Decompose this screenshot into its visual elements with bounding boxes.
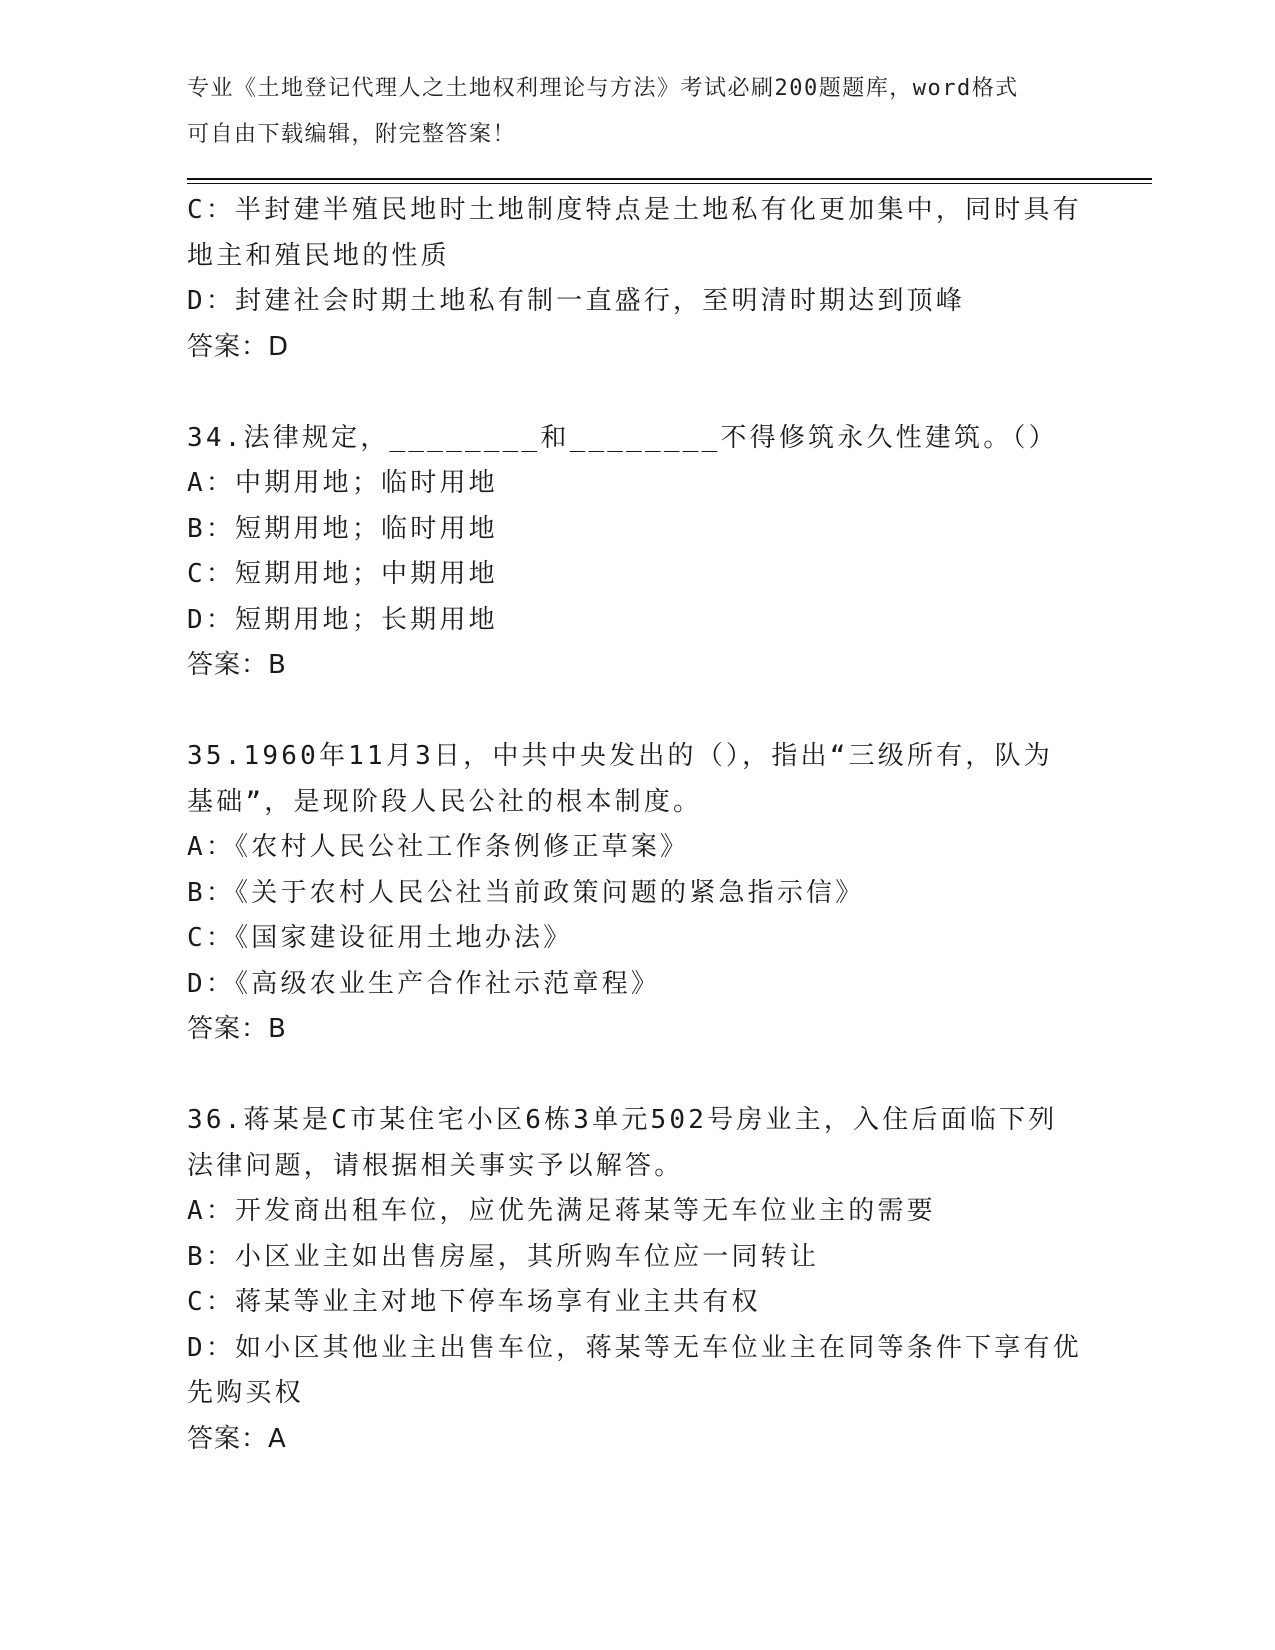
- spacer: [187, 1053, 1087, 1099]
- option-c: C：短期用地；中期用地: [187, 559, 498, 589]
- option-d: D：如小区其他业主出售车位，蒋某等无车位业主在同等条件下享有优: [187, 1332, 1082, 1363]
- question-36: [187, 1098, 1087, 1462]
- option-d-continuation: 先购买权: [187, 1378, 304, 1408]
- option-c: C：《国家建设征用土地办法》: [187, 923, 573, 953]
- option-d: D：封建社会时期土地私有制一直盛行，至明清时期达到顶峰: [187, 286, 966, 316]
- option-c: C：半封建半殖民地时土地制度特点是土地私有化更加集中，同时具有: [187, 195, 1082, 225]
- option-b: B：《关于农村人民公社当前政策问题的紧急指示信》: [187, 877, 865, 908]
- spacer: [187, 689, 1087, 735]
- question-stem: 35.1960年11月3日，中共中央发出的（），指出“三级所有，队为: [187, 741, 1053, 771]
- option-a: A：开发商出租车位，应优先满足蒋某等无车位业主的需要: [187, 1196, 936, 1226]
- question-content: [187, 188, 1087, 1462]
- question-stem: 34.法律规定，________和________不得修筑永久性建筑。（）: [187, 422, 1058, 453]
- answer-line: 答案：D: [187, 331, 290, 362]
- question-stem-continuation: 基础”，是现阶段人民公社的根本制度。: [187, 786, 703, 817]
- question-stem-continuation: 法律问题，请根据相关事实予以解答。: [187, 1150, 684, 1181]
- header-title-line-1: 专业《土地登记代理人之土地权利理论与方法》考试必刷200题题库，word格式: [187, 76, 1019, 101]
- option-c-continuation: 地主和殖民地的性质: [187, 240, 450, 271]
- question-35: [187, 734, 1087, 1053]
- option-a: A：《农村人民公社工作条例修正草案》: [187, 832, 690, 862]
- option-c: C：蒋某等业主对地下停车场享有业主共有权: [187, 1287, 761, 1317]
- option-d: D：《高级农业生产合作社示范章程》: [187, 968, 661, 999]
- document-header: [187, 72, 1087, 163]
- header-divider-thick: [187, 178, 1152, 180]
- answer-line: 答案：A: [187, 1423, 287, 1454]
- answer-line: 答案：B: [187, 650, 287, 680]
- question-34: [187, 416, 1087, 689]
- option-a: A：中期用地；临时用地: [187, 468, 498, 498]
- question-stem: 36.蒋某是C市某住宅小区6栋3单元502号房业主，入住后面临下列: [187, 1105, 1058, 1135]
- continued-question: [187, 188, 1087, 370]
- spacer: [187, 370, 1087, 416]
- option-b: B：短期用地；临时用地: [187, 513, 498, 544]
- option-b: B：小区业主如出售房屋，其所购车位应一同转让: [187, 1241, 820, 1272]
- header-title-line-2: 可自由下载编辑，附完整答案！: [187, 121, 517, 147]
- header-divider-thin: [187, 183, 1152, 184]
- option-d: D：短期用地；长期用地: [187, 604, 498, 635]
- answer-line: 答案：B: [187, 1014, 287, 1044]
